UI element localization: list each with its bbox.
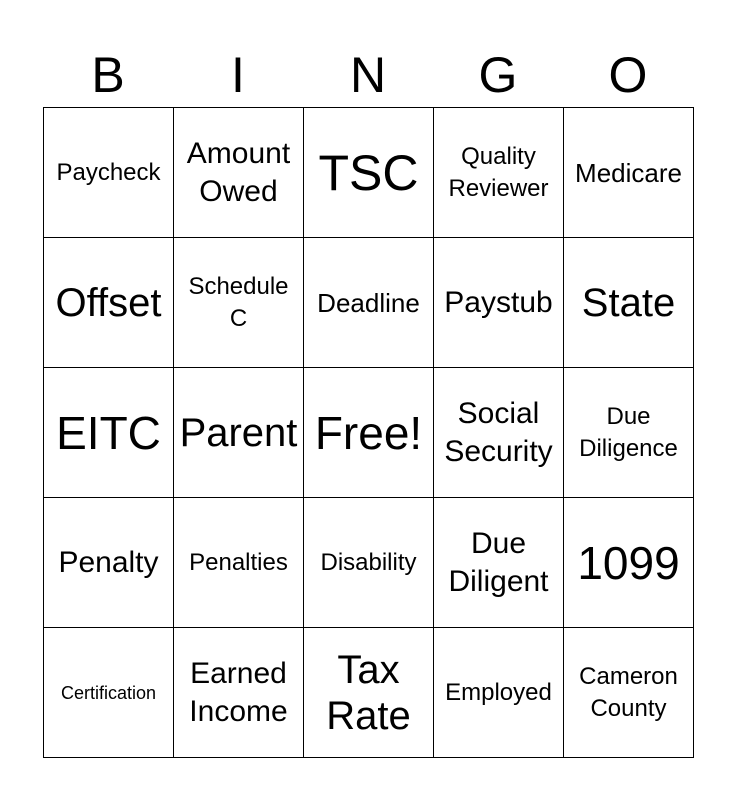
cell-label: Quality Reviewer [448,142,549,202]
bingo-cell[interactable] [174,238,304,368]
cell-label: Social Security [444,396,553,468]
bingo-cell[interactable] [174,368,304,498]
cell-label: 1099 [577,536,680,589]
bingo-cell[interactable] [304,238,434,368]
bingo-cell[interactable] [564,368,694,498]
header-letter-b: B [91,47,125,103]
bingo-cell[interactable] [44,628,174,758]
cell-label: Earned Income [189,656,288,728]
bingo-cell[interactable] [434,238,564,368]
bingo-cell[interactable] [434,368,564,498]
cell-label: Schedule C [188,272,289,332]
cell-label: Employed [445,678,552,706]
bingo-cell[interactable] [564,238,694,368]
cell-label: Disability [320,548,417,576]
cell-label: Cameron County [579,662,678,722]
cell-label: Free! [314,406,423,459]
bingo-cell[interactable] [304,628,434,758]
cell-label: Certification [60,682,157,703]
cell-label: Offset [55,280,162,325]
cell-label: Amount Owed [186,136,291,208]
bingo-header [43,44,693,106]
bingo-cell[interactable] [304,368,434,498]
cell-label: Medicare [575,157,682,188]
bingo-card-grid [43,107,694,758]
cell-label: EITC [56,406,161,459]
bingo-cell[interactable] [434,628,564,758]
cell-label: Penalty [58,545,159,579]
cell-label: Parent [179,410,298,455]
bingo-cell[interactable] [44,498,174,628]
bingo-cell[interactable] [44,368,174,498]
bingo-cell[interactable] [44,238,174,368]
header-letter-n: N [349,47,387,103]
bingo-cell[interactable] [434,108,564,238]
cell-label: Deadline [317,287,420,318]
bingo-cell[interactable] [174,498,304,628]
header-letter-o: O [608,47,648,103]
cell-label: Due Diligent [448,526,549,598]
header-letter-g: G [478,47,518,103]
bingo-cell[interactable] [174,108,304,238]
cell-label: Penalties [189,548,288,576]
bingo-cell[interactable] [304,108,434,238]
bingo-cell[interactable] [564,108,694,238]
cell-label: Tax Rate [326,647,411,738]
bingo-cell[interactable] [304,498,434,628]
cell-label: Paycheck [56,158,161,186]
cell-label: Due Diligence [579,402,678,462]
bingo-cell[interactable] [44,108,174,238]
bingo-cell[interactable] [564,628,694,758]
header-letter-i: I [231,47,245,103]
cell-label: Paystub [444,285,553,319]
bingo-cell[interactable] [434,498,564,628]
bingo-cell[interactable] [174,628,304,758]
cell-label: State [581,280,676,325]
cell-label: TSC [318,144,419,201]
bingo-cell[interactable] [564,498,694,628]
